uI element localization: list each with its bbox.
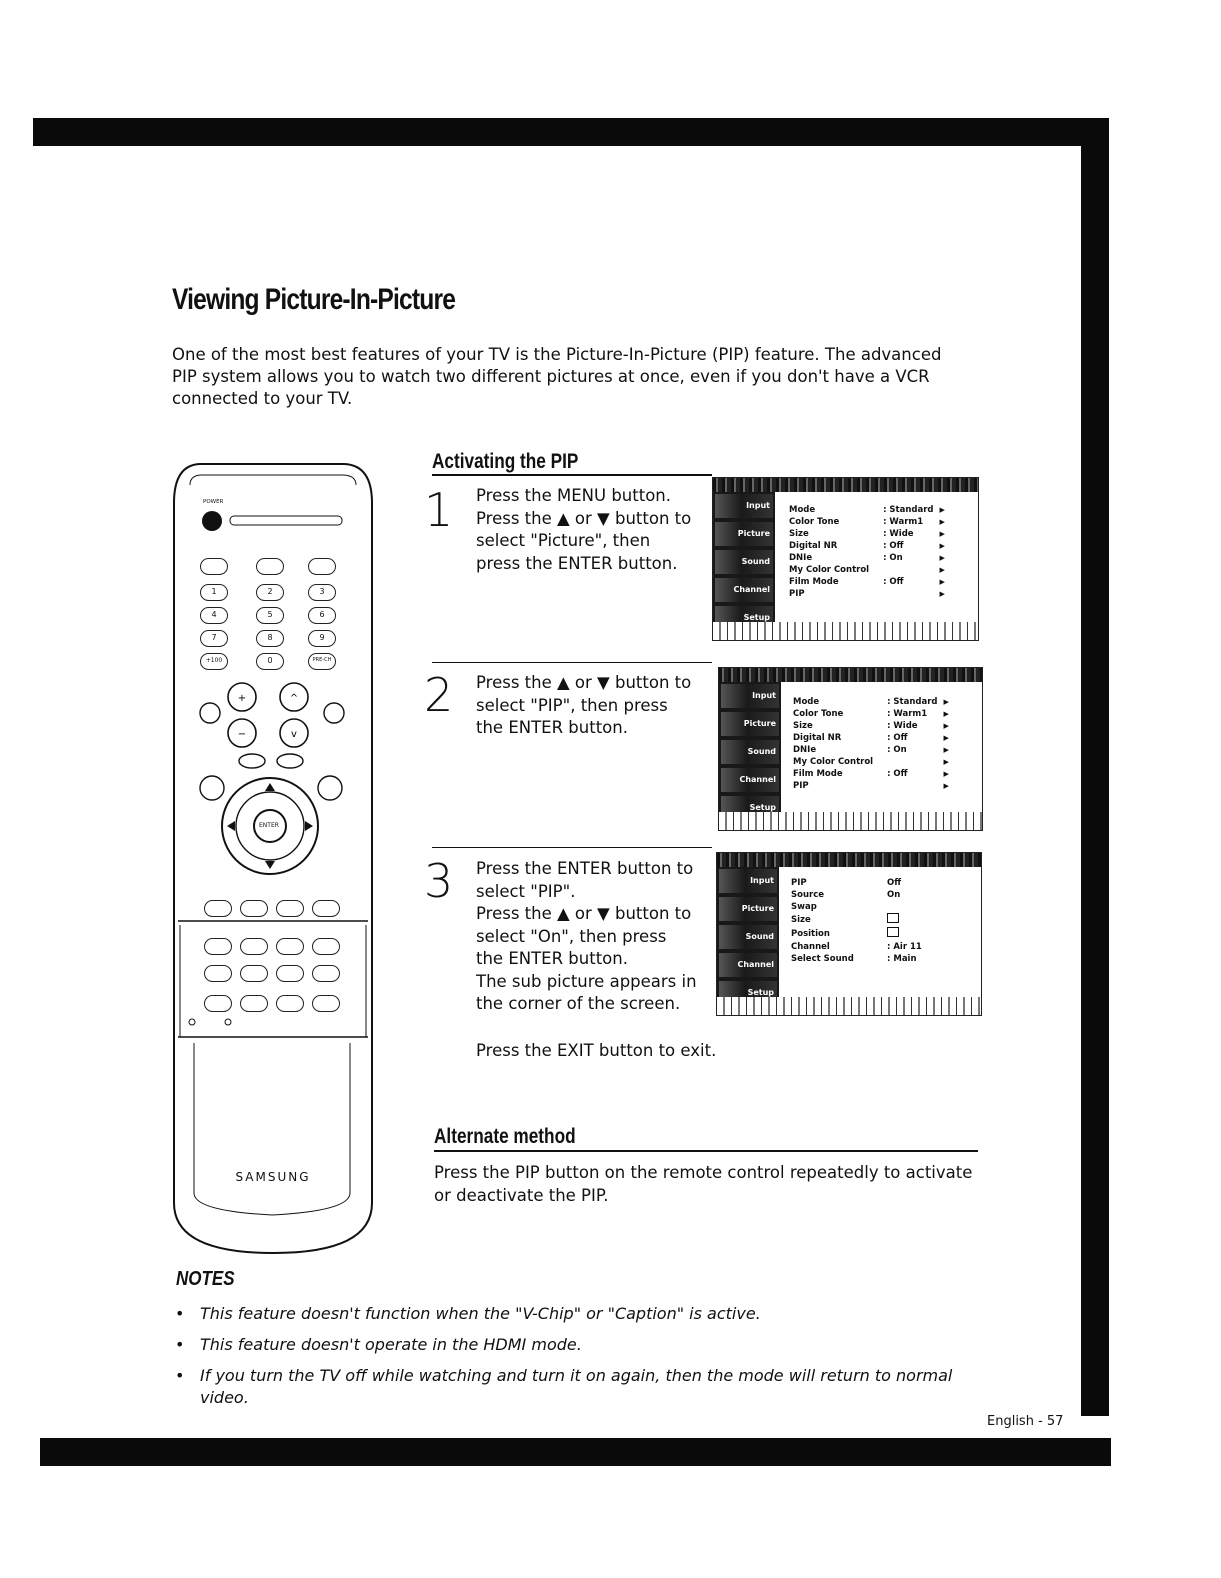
remote-button [240, 965, 268, 982]
remote-button [312, 900, 340, 917]
remote-button [240, 995, 268, 1012]
remote-brand-logo: SAMSUNG [235, 1170, 311, 1184]
exit-text: Press the EXIT button to exit. [476, 1041, 717, 1060]
step-divider-1 [432, 662, 712, 663]
remote-digit-button: 6 [308, 607, 336, 624]
remote-button [308, 558, 336, 575]
svg-text:−: − [237, 729, 247, 740]
step-2-number: 2 [424, 668, 454, 722]
remote-digit-button: 3 [308, 584, 336, 601]
remote-button [200, 558, 228, 575]
osd-menu-table: Mode : Standard ▶ Color Tone : Warm1 ▶ Size : Wide ▶ Digital NR : Off ▶ DNIe : On ▶ My Color Control ▶ Film Mode : Off ▶ PIP ▶ [789, 505, 945, 599]
remote-enter-label: ENTER [259, 822, 279, 829]
osd-tab-channel: Channel [719, 953, 777, 977]
remote-button [204, 965, 232, 982]
note-item: • If you turn the TV off while watching and turn it on again, then the mode will return to normal video. [175, 1365, 975, 1409]
svg-text:v: v [291, 729, 297, 740]
bottom-bar [40, 1438, 1111, 1466]
osd-tab-input: Input [721, 684, 779, 708]
remote-button [276, 965, 304, 982]
step-1-text: Press the MENU button. Press the ▲ or ▼ button to select "Picture", then press the ENTER button. [476, 486, 692, 573]
remote-button [276, 995, 304, 1012]
svg-text:^: ^ [289, 693, 299, 704]
remote-outline [172, 463, 374, 1255]
remote-digit-button: 7 [200, 630, 228, 647]
step-3-text-b: Press the ▲ or ▼ button to select "On", then press the ENTER button. [476, 904, 692, 968]
osd-menu-table: Mode : Standard ▶ Color Tone : Warm1 ▶ Size : Wide ▶ Digital NR : Off ▶ DNIe : On ▶ My Color Control ▶ Film Mode : Off ▶ PIP ▶ [793, 697, 949, 791]
note-item: • This feature doesn't operate in the HDMI mode. [175, 1334, 975, 1356]
remote-button [276, 900, 304, 917]
step-3-number: 3 [424, 854, 454, 908]
step-1-number: 1 [424, 483, 454, 537]
alternate-rule [434, 1150, 978, 1152]
osd-picture-menu-1 [712, 477, 979, 641]
step-3-text-c: The sub picture appears in the corner of the screen. [476, 971, 697, 1013]
remote-button [204, 900, 232, 917]
step-3-text-a: Press the ENTER button to select "PIP". [476, 859, 694, 901]
osd-tab-sound: Sound [715, 550, 773, 574]
remote-digit-button: 4 [200, 607, 228, 624]
osd-tab-picture: Picture [719, 897, 777, 921]
remote-button [312, 965, 340, 982]
activating-heading: Activating the PIP [432, 450, 579, 473]
remote-digit-button: 9 [308, 630, 336, 647]
osd-tab-input: Input [715, 494, 773, 518]
remote-digit-button: 5 [256, 607, 284, 624]
remote-button [256, 558, 284, 575]
remote-digit-button: 2 [256, 584, 284, 601]
remote-button [240, 900, 268, 917]
osd-tab-picture: Picture [721, 712, 779, 736]
page-title: Viewing Picture-In-Picture [172, 283, 456, 316]
osd-tab-sound: Sound [721, 740, 779, 764]
remote-button [312, 995, 340, 1012]
osd-tab-sound: Sound [719, 925, 777, 949]
page-number: English - 57 [987, 1414, 1064, 1429]
osd-tab-setup: Setup [715, 606, 773, 630]
osd-tab-channel: Channel [721, 768, 779, 792]
step-2-text: Press the ▲ or ▼ button to select "PIP", then press the ENTER button. [476, 673, 692, 737]
step-3-text [476, 858, 698, 1016]
alternate-heading: Alternate method [434, 1125, 576, 1148]
osd-pip-menu [716, 852, 982, 1016]
remote-button [204, 938, 232, 955]
remote-button [204, 995, 232, 1012]
remote-control-illustration [172, 463, 374, 1255]
remote-power-label: POWER [203, 499, 224, 505]
osd-tab-setup: Setup [719, 981, 777, 1005]
remote-button [276, 938, 304, 955]
osd-tab-input: Input [719, 869, 777, 893]
remote-digit-button: +100 [200, 653, 228, 670]
osd-picture-menu-2 [718, 667, 983, 831]
osd-tab-setup: Setup [721, 796, 779, 820]
osd-tab-channel: Channel [715, 578, 773, 602]
note-item: • This feature doesn't function when the "V-Chip" or "Caption" is active. [175, 1303, 975, 1325]
right-bar [1081, 118, 1109, 1416]
remote-button [312, 938, 340, 955]
notes-heading: NOTES [176, 1268, 235, 1290]
osd-tab-picture: Picture [715, 522, 773, 546]
top-bar [33, 118, 1108, 146]
remote-digit-button: 0 [256, 653, 284, 670]
intro-paragraph: One of the most best features of your TV is the Picture-In-Picture (PIP) feature. The advanced PIP system allows you to watch two different pictures at once, even if you don't have a VCR connected to your TV. [172, 345, 942, 408]
remote-digit-button: 8 [256, 630, 284, 647]
remote-digit-button: PRE-CH [308, 653, 336, 670]
notes-list [175, 1303, 975, 1418]
activating-rule [432, 474, 712, 476]
remote-button [240, 938, 268, 955]
osd-pip-table: PIP Off Source On Swap Size Position Channel : Air 11 Select Sound : Main [791, 878, 922, 964]
remote-digit-button: 1 [200, 584, 228, 601]
alternate-text: Press the PIP button on the remote control repeatedly to activate or deactivate the PIP. [434, 1163, 973, 1205]
step-divider-2 [432, 847, 712, 848]
svg-text:+: + [237, 693, 247, 704]
